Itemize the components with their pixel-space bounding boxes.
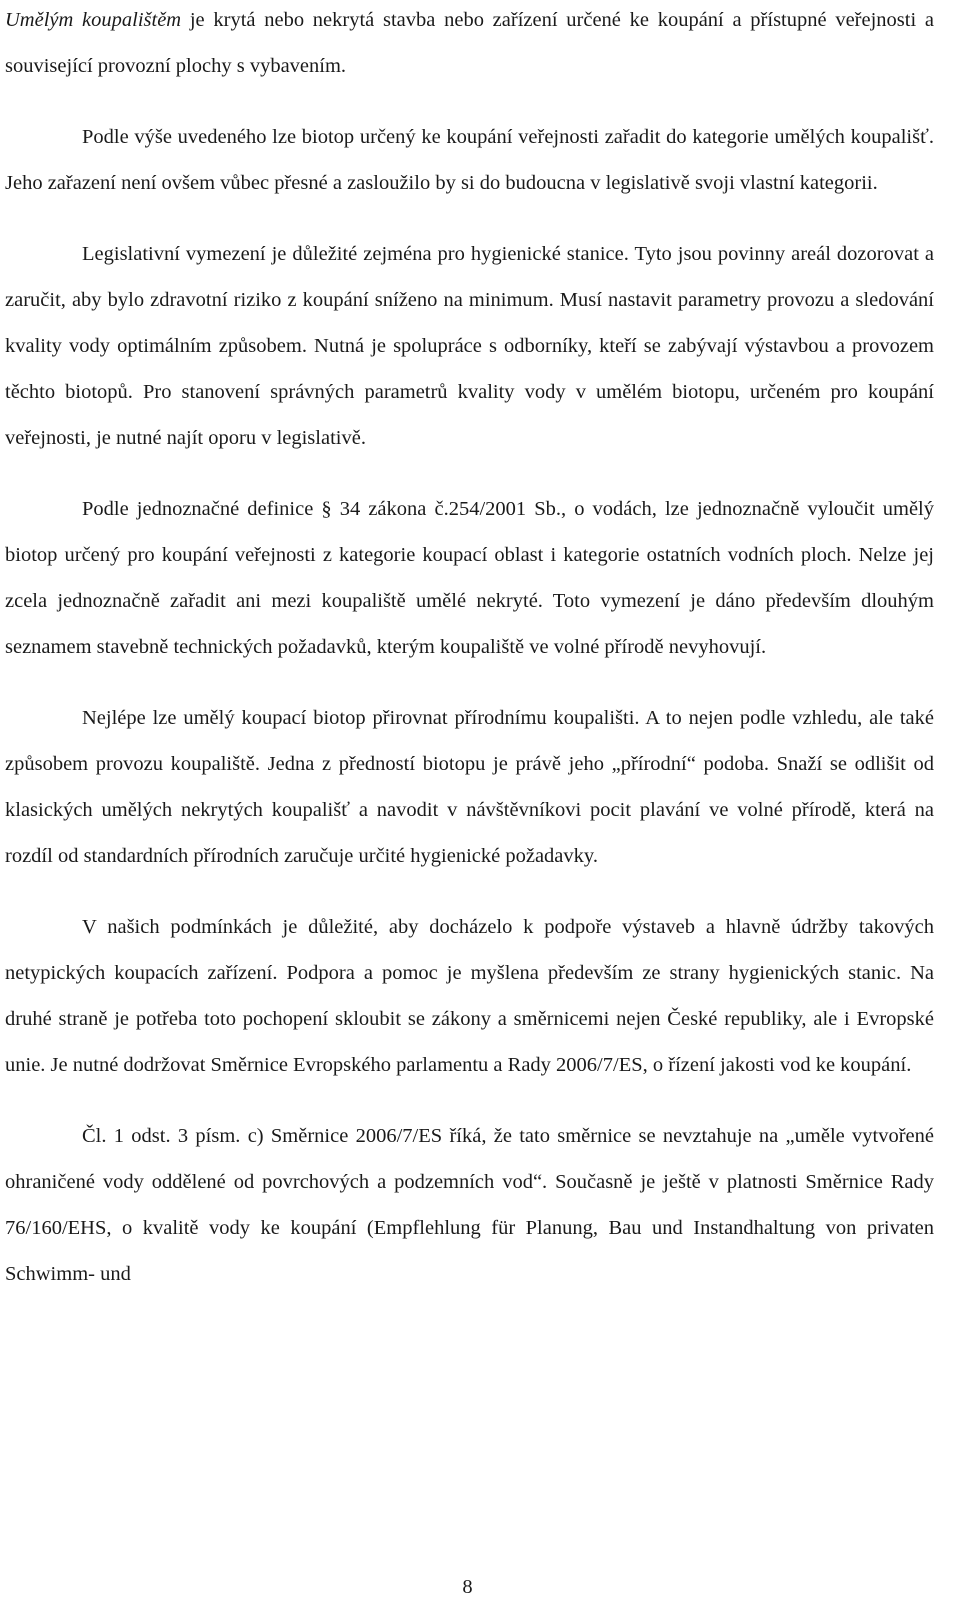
paragraph: V našich podmínkách je důležité, aby docházelo k podpoře výstaveb a hlavně údržby takových netypických koupacích zařízení. Podpora a pomoc je myšlena především ze strany hygienických stanic. Na druhé straně je potřeba toto pochopení skloubit se zákony a směrnicemi nejen České republiky, ale i Evropské unie. Je nutné dodržovat Směrnice Evropského parlamentu a Rady 2006/7/ES, o řízení jakosti vod ke koupání. <box>5 916 934 1076</box>
paragraph: Podle výše uvedeného lze biotop určený ke koupání veřejnosti zařadit do kategorie umělých koupališť. Jeho zařazení není ovšem vůbec přesné a zasloužilo by si do budoucna v legislativě svoji vlastní kategorii. <box>5 126 934 194</box>
page-number: 8 <box>462 1576 473 1598</box>
body-text <box>5 0 934 1297</box>
paragraph: Čl. 1 odst. 3 písm. c) Směrnice 2006/7/ES říká, že tato směrnice se nevztahuje na „uměle vytvořené ohraničené vody oddělené od povrchových a podzemních vod“. Současně je ještě v platnosti Směrnice Rady 76/160/EHS, o kvalitě vody ke koupání (Empflehlung für Planung, Bau und Instandhaltung von privaten Schwimm- und <box>5 1125 934 1285</box>
paragraph-definition <box>5 0 934 89</box>
paragraph: Nejlépe lze umělý koupací biotop přirovnat přírodnímu koupališti. A to nejen podle vzhledu, ale také způsobem provozu koupaliště. Jedna z předností biotopu je právě jeho „přírodní“ podoba. Snaží se odlišit od klasických umělých nekrytých koupališť a navodit v návštěvníkovi pocit plavání ve volné přírodě, která na rozdíl od standardních přírodních zaručuje určité hygienické požadavky. <box>5 707 934 867</box>
paragraph: Podle jednoznačné definice § 34 zákona č.254/2001 Sb., o vodách, lze jednoznačně vyloučit umělý biotop určený pro koupání veřejnosti z kategorie koupací oblast i kategorie ostatních vodních ploch. Nelze jej zcela jednoznačně zařadit ani mezi koupaliště umělé nekryté. Toto vymezení je dáno především dlouhým seznamem stavebně technických požadavků, kterým koupaliště ve volné přírodě nevyhovují. <box>5 498 934 658</box>
defined-term: Umělým koupalištěm <box>5 9 182 31</box>
paragraph: Legislativní vymezení je důležité zejména pro hygienické stanice. Tyto jsou povinny areál dozorovat a zaručit, aby bylo zdravotní riziko z koupání sníženo na minimum. Musí nastavit parametry provozu a sledování kvality vody optimálním způsobem. Nutná je spolupráce s odborníky, kteří se zabývají výstavbou a provozem těchto biotopů. Pro stanovení správných parametrů kvality vody v umělém biotopu, určeném pro koupání veřejnosti, je nutné najít oporu v legislativě. <box>5 243 934 449</box>
paragraph-text: je krytá nebo nekrytá stavba nebo zařízení určené ke koupání a přístupné veřejnosti a související provozní plochy s vybavením. <box>5 9 934 77</box>
